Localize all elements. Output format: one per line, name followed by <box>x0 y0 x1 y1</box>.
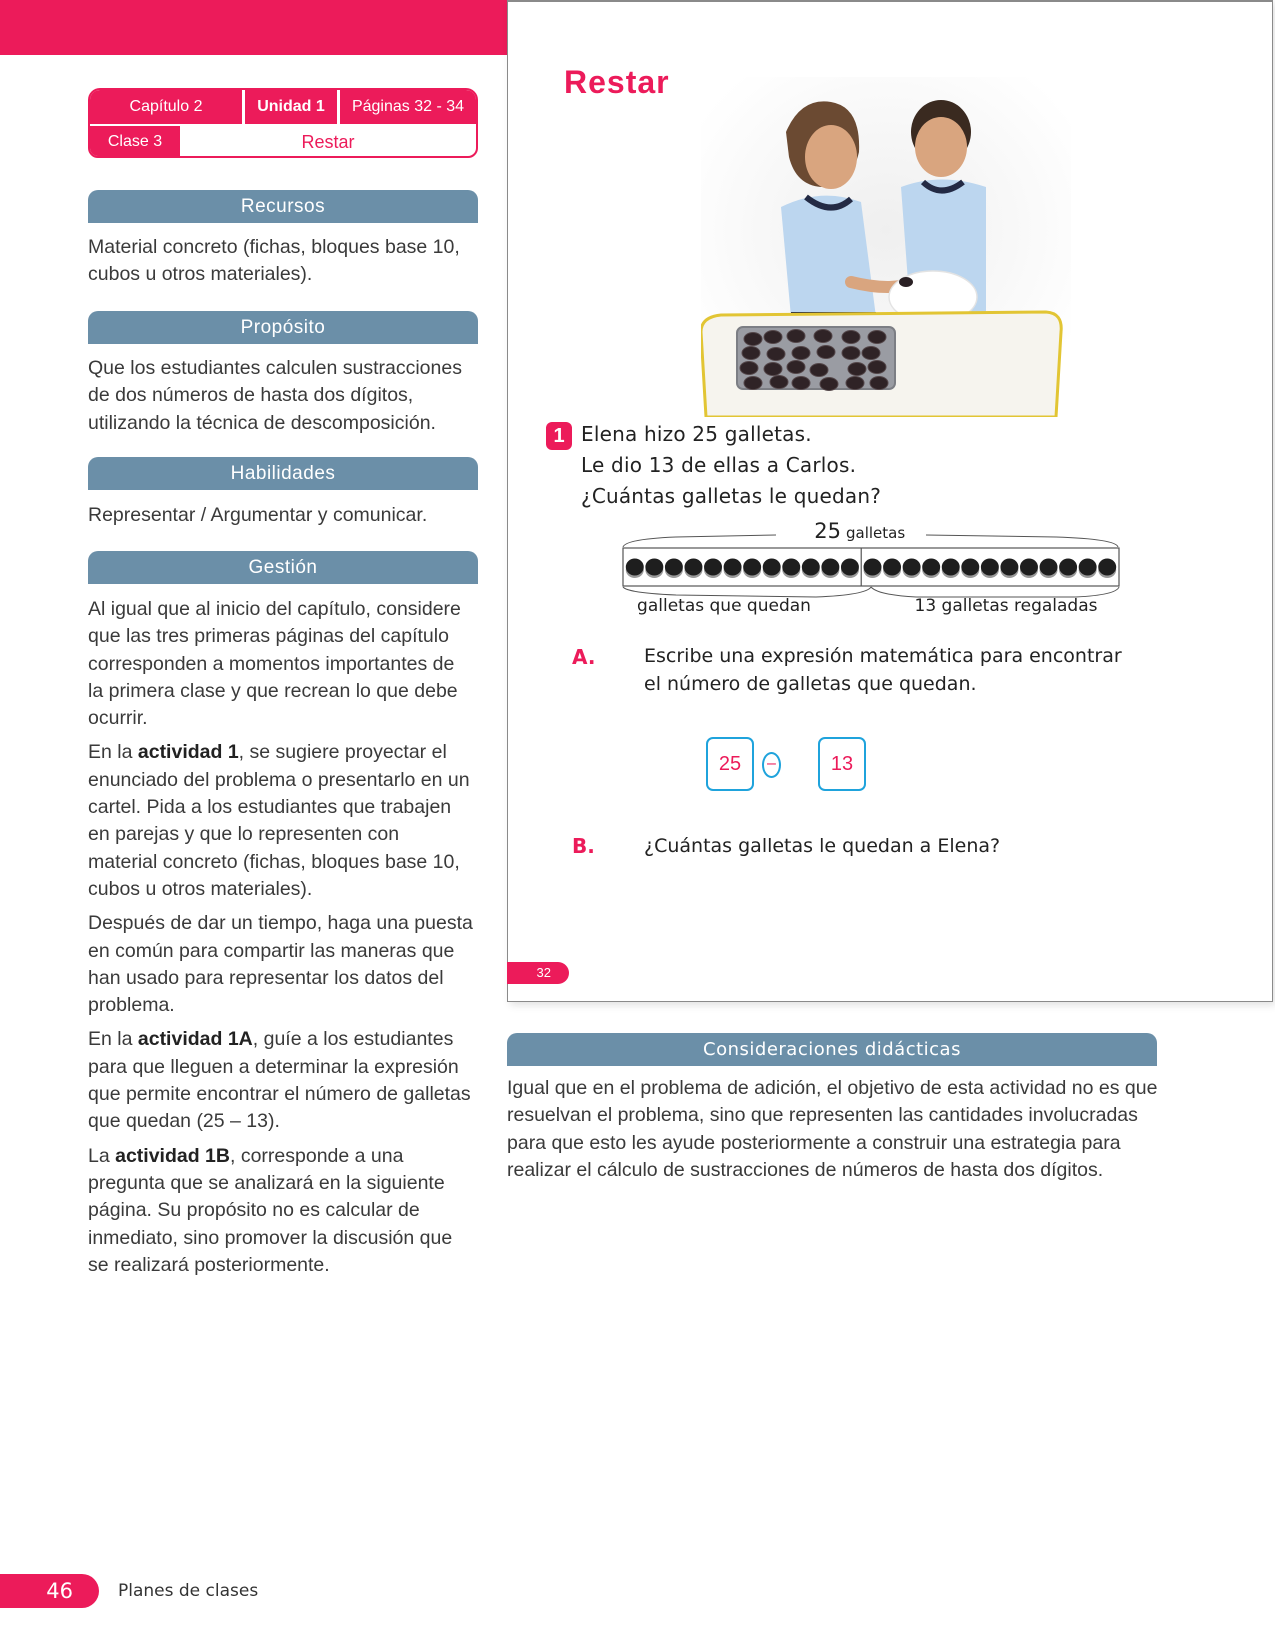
total-brace-right <box>926 535 1118 547</box>
problem-number-badge: 1 <box>546 422 572 450</box>
section-header-gestion: Gestión <box>88 551 478 584</box>
tray-cookie-icon <box>862 347 880 360</box>
tray-cookie-icon <box>868 361 886 374</box>
question-a-line-2: el número de galletas que quedan. <box>644 673 977 695</box>
tray-cookie-icon <box>767 348 785 361</box>
given-cookie-icon <box>903 559 921 579</box>
section-header-recursos: Recursos <box>88 190 478 223</box>
tray-cookie-icon <box>787 361 805 374</box>
class-title: Restar <box>301 132 355 152</box>
student-page-preview <box>507 0 1273 1002</box>
total-unit: galletas <box>846 524 906 542</box>
footer-page-number: 46 <box>0 1574 99 1608</box>
tray-cookie-icon <box>870 377 888 390</box>
children-cookies-photo <box>701 77 1071 417</box>
question-a-letter: A. <box>572 645 596 669</box>
tray-cookie-icon <box>810 364 828 377</box>
question-a <box>572 645 595 669</box>
recursos-text <box>88 234 483 296</box>
gestion-paragraph-4: En la actividad 1A, guíe a los estudiantes para que lleguen a determinar la expresión que permite encontrar el número de galletas que quedan (25 – 13). <box>88 1028 471 1133</box>
tray-cookie-icon <box>842 347 860 360</box>
gestion-text <box>88 596 473 1286</box>
class-header <box>88 88 478 158</box>
remaining-cookie-icon <box>626 559 644 579</box>
given-cookie-icon <box>942 559 960 579</box>
given-cookie-icon <box>864 559 882 579</box>
given-cookie-icon <box>1059 559 1077 579</box>
student-page-number: 32 <box>507 962 569 984</box>
tray-cookie-icon <box>868 331 886 344</box>
section-header-consideraciones: Consideraciones didácticas <box>507 1033 1157 1066</box>
chapter-label: Capítulo 2 <box>129 98 203 115</box>
given-cookie-icon <box>1020 559 1038 579</box>
cookie-bar-diagram <box>616 507 1126 617</box>
total-number: 25 <box>814 519 841 543</box>
tray-cookie-icon <box>792 377 810 390</box>
remaining-cookie-icon <box>782 559 800 579</box>
remaining-label: galletas que quedan <box>637 596 811 616</box>
remaining-cookie-icon <box>821 559 839 579</box>
remaining-cookie-icon <box>684 559 702 579</box>
minus-operator-icon: – <box>762 752 781 778</box>
gestion-paragraph-1: Al igual que al inicio del capítulo, considere que las tres primeras páginas del capítulo corresponden a momentos importantes de la primera clase y que recrean lo que debe ocurrir. <box>88 598 461 730</box>
proposito-paragraph: Que los estudiantes calculen sustracciones de dos números de hasta dos dígitos, utilizando la técnica de descomposición. <box>88 357 462 434</box>
given-cookie-icon <box>981 559 999 579</box>
given-cookie-icon <box>883 559 901 579</box>
tray-cookie-icon <box>814 330 832 343</box>
section-header-habilidades: Habilidades <box>88 457 478 490</box>
pages-label: Páginas 32 - 34 <box>351 98 465 115</box>
question-b-letter: B. <box>572 834 595 858</box>
activity-1b-emphasis: actividad 1B <box>115 1144 230 1167</box>
section-header-proposito: Propósito <box>88 311 478 344</box>
tray-cookie-icon <box>846 377 864 390</box>
remaining-cookie-icon <box>724 559 742 579</box>
proposito-text <box>88 355 483 444</box>
tray-cookie-icon <box>820 378 838 391</box>
tray-cookie-icon <box>842 331 860 344</box>
problem-line-2: Le dio 13 de ellas a Carlos. <box>581 453 857 477</box>
tray-cookie-icon <box>817 346 835 359</box>
question-b <box>572 834 595 858</box>
remaining-cookie-icon <box>704 559 722 579</box>
unit-label: Unidad 1 <box>242 90 340 124</box>
tray-cookie-icon <box>742 347 760 360</box>
tray-cookie-icon <box>764 363 782 376</box>
recursos-paragraph: Material concreto (fichas, bloques base 10, cubos u otros materiales). <box>88 236 460 286</box>
remaining-cookie-icon <box>802 559 820 579</box>
footer-label: Planes de clases <box>118 1581 259 1601</box>
problem-line-3: ¿Cuántas galletas le quedan? <box>581 484 882 508</box>
class-number-label: Clase 3 <box>90 126 180 156</box>
gestion-paragraph-3: Después de dar un tiempo, haga una puesta en común para compartir las maneras que han usado para representar los datos del problema. <box>88 912 473 1017</box>
tray-cookie-icon <box>848 363 866 376</box>
question-b-text: ¿Cuántas galletas le quedan a Elena? <box>644 835 1001 857</box>
remaining-cookie-icon <box>743 559 761 579</box>
student-page-title: Restar <box>564 64 670 100</box>
expression-left-operand: 25 <box>706 737 754 791</box>
given-label: 13 galletas regaladas <box>914 596 1098 616</box>
expression-right-operand: 13 <box>818 737 866 791</box>
tray-cookie-icon <box>744 377 762 390</box>
tray-cookie-icon <box>770 376 788 389</box>
given-cookie-icon <box>1079 559 1097 579</box>
consideraciones-paragraph: Igual que en el problema de adición, el objetivo de esta actividad no es que resuelvan el problema, sino que representen las cantidades involucradas para que esto les ayude posteriormente a construir una estrategia para realizar el cálculo de sustracciones de números de hasta dos dígitos. <box>507 1077 1158 1181</box>
tray-cookie-icon <box>792 347 810 360</box>
remaining-cookie-icon <box>763 559 781 579</box>
total-brace-left <box>623 535 776 547</box>
given-cookie-icon <box>1098 559 1116 579</box>
habilidades-paragraph: Representar / Argumentar y comunicar. <box>88 504 428 526</box>
activity-1-emphasis: actividad 1 <box>137 741 239 764</box>
consideraciones-text <box>507 1075 1172 1191</box>
gestion-paragraph-2: En la actividad 1, se sugiere proyectar el enunciado del problema o presentarlo en un cartel. Pida a los estudiantes que trabajen en parejas y que lo representen con material concreto (fichas, bloques base 10, cubos u otros materiales). <box>88 741 470 900</box>
given-cookie-icon <box>922 559 940 579</box>
remaining-cookie-icon <box>645 559 663 579</box>
tray-cookie-icon <box>740 362 758 375</box>
tray-cookie-icon <box>744 333 762 346</box>
given-cookie-icon <box>1000 559 1018 579</box>
gestion-paragraph-5: La actividad 1B, corresponde a una pregunta que se analizará en la siguiente página. Su propósito no es calcular de inmediato, sino promover la discusión que se realizará posteriormente. <box>88 1144 453 1276</box>
given-cookie-icon <box>1040 559 1058 579</box>
tray-cookie-icon <box>764 331 782 344</box>
top-accent-band <box>0 0 507 55</box>
habilidades-text <box>88 502 483 536</box>
remaining-cookie-icon <box>665 559 683 579</box>
given-cookie-icon <box>961 559 979 579</box>
problem-line-1: Elena hizo 25 galletas. <box>581 422 812 446</box>
question-a-line-1: Escribe una expresión matemática para encontrar <box>644 645 1122 667</box>
activity-1a-emphasis: actividad 1A <box>137 1028 253 1051</box>
tray-cookie-icon <box>787 330 805 343</box>
remaining-cookie-icon <box>841 559 859 579</box>
